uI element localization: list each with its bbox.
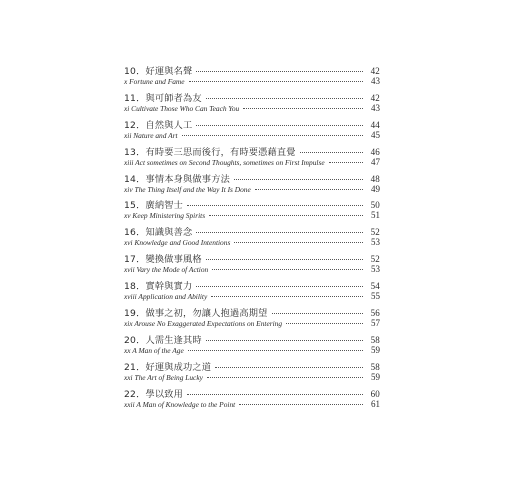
page-number: 51: [371, 210, 380, 221]
page-number: 52: [370, 254, 380, 265]
dot-leader: [187, 393, 363, 395]
chinese-title-line: [124, 362, 380, 372]
english-title-line: [124, 210, 380, 220]
toc-entry: [124, 200, 380, 220]
dot-leader: [187, 204, 363, 206]
page-number: 58: [370, 334, 380, 345]
english-title: xvi Knowledge and Good Intentions: [124, 238, 231, 248]
page-number: 59: [371, 371, 380, 382]
toc-entry: [124, 93, 380, 113]
english-title-line: [124, 264, 380, 274]
english-title: xiv The Thing Itself and the Way It Is Done: [124, 184, 251, 194]
chinese-title-line: [124, 389, 380, 399]
toc-entry: [124, 281, 380, 301]
page-number: 59: [371, 344, 380, 355]
english-title-line: [124, 345, 380, 355]
chinese-title: 17．變換做事風格: [124, 254, 202, 266]
chinese-title: 10．好運與名聲: [124, 66, 193, 77]
english-title-line: [124, 157, 380, 167]
english-title-line: [124, 184, 380, 194]
toc-entry: [124, 362, 380, 382]
dot-leader: [234, 241, 363, 243]
dot-leader: [182, 134, 363, 136]
english-title: x Fortune and Fame: [124, 77, 185, 86]
page-number: 50: [370, 200, 380, 211]
page-number: 58: [370, 361, 380, 372]
chinese-title: 15．廣納智士: [124, 200, 184, 212]
page-number: 48: [370, 173, 380, 184]
english-title: xxii A Man of Knowledge to the Point: [124, 399, 236, 409]
page-number: 42: [370, 66, 380, 76]
dot-leader: [206, 258, 363, 260]
dot-leader: [211, 295, 363, 297]
chinese-title: 18．實幹與實力: [124, 281, 193, 293]
page-number: 45: [371, 129, 380, 140]
chinese-title-line: [124, 308, 380, 318]
english-title: xx A Man of the Age: [124, 345, 184, 355]
dot-leader: [188, 349, 363, 351]
dot-leader: [300, 151, 363, 153]
dot-leader: [286, 322, 363, 324]
dot-leader: [272, 312, 363, 314]
chinese-title: 14．事情本身與做事方法: [124, 173, 230, 185]
page-number: 52: [370, 227, 380, 238]
chinese-title: 16．知識與善念: [124, 227, 193, 239]
chinese-title-line: [124, 281, 380, 291]
toc-entry: [124, 308, 380, 328]
page-number: 53: [371, 264, 380, 275]
dot-leader: [196, 285, 363, 287]
dot-leader: [196, 231, 363, 233]
dot-leader: [215, 366, 363, 368]
page-number: 56: [370, 308, 380, 319]
english-title-line: [124, 76, 380, 86]
chinese-title-line: [124, 227, 380, 237]
dot-leader: [207, 376, 363, 378]
chinese-title-line: [124, 147, 380, 157]
english-title: xvii Vary the Mode of Action: [124, 265, 209, 275]
chinese-title-line: [124, 120, 380, 130]
english-title-line: [124, 291, 380, 301]
chinese-title-line: [124, 254, 380, 264]
toc-entry: [124, 254, 380, 274]
dot-leader: [212, 268, 363, 270]
toc-entry: [124, 174, 380, 194]
page-number: 57: [371, 318, 380, 329]
dot-leader: [255, 188, 363, 190]
table-of-contents: [124, 66, 380, 416]
toc-entry: [124, 66, 380, 86]
page-number: 42: [370, 92, 380, 103]
dot-leader: [196, 70, 363, 72]
toc-entry: [124, 227, 380, 247]
dot-leader: [243, 107, 363, 109]
english-title: xii Nature and Art: [124, 130, 178, 140]
chinese-title: 13．有時要三思而後行，有時要憑藉直覺: [124, 146, 296, 158]
english-title: xi Cultivate Those Who Can Teach You: [124, 103, 240, 113]
english-title-line: [124, 399, 380, 409]
chinese-title-line: [124, 200, 380, 210]
page-number: 53: [371, 237, 380, 248]
chinese-title-line: [124, 93, 380, 103]
page-number: 55: [371, 291, 380, 302]
english-title-line: [124, 318, 380, 328]
chinese-title: 22．學以致用: [124, 388, 184, 400]
chinese-title: 20．人需生逢其時: [124, 334, 202, 346]
chinese-title: 11．與可師者為友: [124, 92, 202, 104]
page-number: 60: [370, 388, 380, 399]
english-title: xviii Application and Ability: [124, 292, 208, 302]
dot-leader: [206, 97, 363, 99]
chinese-title: 19．做事之初，勿讓人抱過高期望: [124, 308, 268, 320]
chinese-title: 21．好運與成功之道: [124, 361, 212, 373]
chinese-title-line: [124, 335, 380, 345]
toc-entry: [124, 389, 380, 409]
toc-entry: [124, 147, 380, 167]
toc-entry: [124, 335, 380, 355]
chinese-title-line: [124, 174, 380, 184]
english-title-line: [124, 130, 380, 140]
toc-entry: [124, 120, 380, 140]
page-number: 54: [370, 281, 380, 292]
english-title-line: [124, 103, 380, 113]
page-number: 46: [370, 146, 380, 157]
english-title: xix Arouse No Exaggerated Expectations on Entering: [124, 319, 283, 329]
page-number: 43: [371, 76, 380, 86]
dot-leader: [329, 161, 363, 163]
dot-leader: [239, 403, 363, 405]
english-title: xiii Act sometimes on Second Thoughts, sometimes on First Impulse: [124, 157, 325, 167]
dot-leader: [234, 178, 363, 180]
dot-leader: [196, 124, 363, 126]
page-number: 44: [370, 119, 380, 130]
dot-leader: [209, 214, 363, 216]
english-title: xxi The Art of Being Lucky: [124, 372, 203, 382]
english-title-line: [124, 237, 380, 247]
english-title-line: [124, 372, 380, 382]
dot-leader: [189, 80, 363, 82]
page-number: 61: [371, 398, 380, 409]
dot-leader: [206, 339, 363, 341]
page-number: 49: [371, 183, 380, 194]
page-number: 43: [371, 102, 380, 113]
english-title: xv Keep Ministering Spirits: [124, 211, 206, 221]
chinese-title-line: [124, 66, 380, 76]
chinese-title: 12．自然與人工: [124, 119, 193, 131]
page-number: 47: [371, 156, 380, 167]
